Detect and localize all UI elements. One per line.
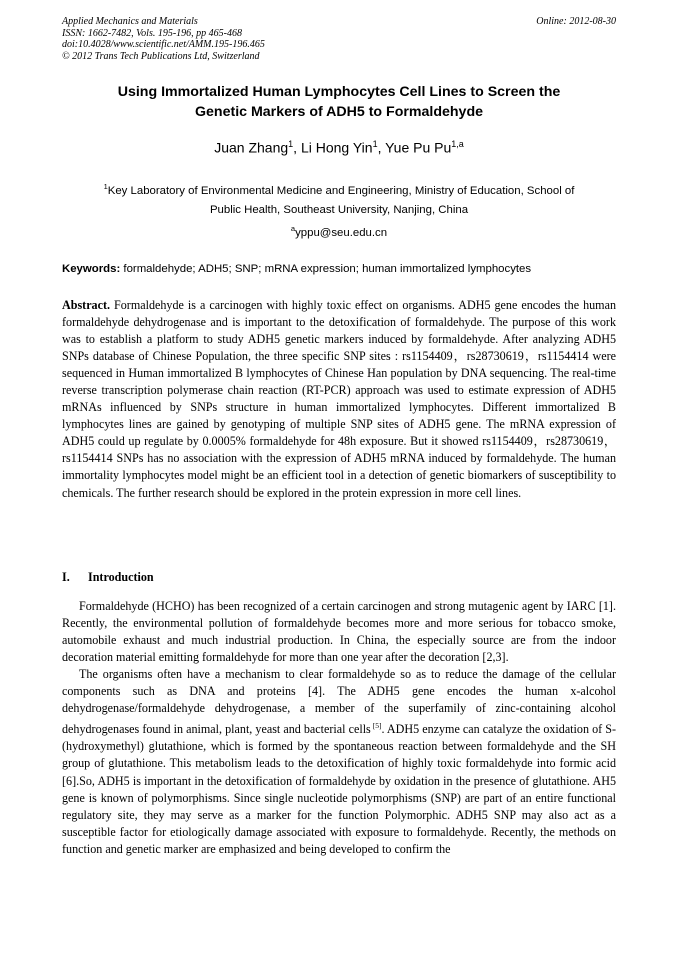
copyright-line: © 2012 Trans Tech Publications Ltd, Switzerland xyxy=(62,50,260,62)
email-address[interactable]: yppu@seu.edu.cn xyxy=(295,226,388,239)
affiliation-marker: 1 xyxy=(103,182,108,191)
author-2: Li Hong Yin xyxy=(300,139,373,156)
author-separator: , xyxy=(293,139,301,156)
affiliation xyxy=(62,177,616,220)
introduction-body xyxy=(62,598,616,858)
intro-paragraph-2-part-b: . ADH5 enzyme can catalyze the oxidation of S-(hydroxymethyl) glutathione, which is formed by the spontaneous reaction between formaldehyde and the SH group of glutathione. This metabolism leads to the detoxification of highly toxic formaldehyde into formic acid [6].So, ADH5 is important in the detoxification of formaldehyde by oxidation in the presence of glutathione. AH5 gene is known of polymorphisms. Since single nucleotide polymorphisms (SNP) are part of an entire functional regulatory site, they may serve as a marker for the function Polymorphic. ADH5 SNP may also act as a susceptible factor for etiologically damage associated with exposure to formaldehyde. Recently, the methods on function and genetic marker are emphasized and being developed to confirm the xyxy=(62,722,616,856)
paper-title xyxy=(62,82,616,122)
author-3: Yue Pu Pu xyxy=(385,139,452,156)
corresponding-email xyxy=(62,221,616,241)
section-heading-introduction xyxy=(62,569,616,585)
keywords xyxy=(62,261,616,277)
abstract-text: Formaldehyde is a carcinogen with highly toxic effect on organisms. ADH5 gene encodes the human formaldehyde dehydrogenase and is important to the detoxification of formaldehyde. The purpose of this work was to establish a platform to study ADH5 genetic markers induced by formaldehyde. After analyzing ADH5 SNPs database of Chinese Population, the three specific SNP sites : rs1154409，rs28730619，rs1154414 were sequenced in Human immortalized B lymphocytes of Chinese Han population by DNA sequencing. The real-time reverse transcription polymerase chain reaction (RT-PCR) approach was used to estimate expression of ADH5 mRNAs influenced by SNPs structure in human immortalized lymphocytes. Different immortalized B lymphocytes lines are gained by genotyping of multiple SNP sites of ADH5 gene. The mRNA expression of ADH5 could up regulate by 0.0005% formaldehyde for 48h exposure. But it showed rs1154409，rs28730619，rs1154414 SNPs has no association with the expression of ADH5 mRNA induced by formaldehyde. The human immortality lymphocytes model might be an efficient tool in a detection of genetic biomarkers of susceptibility to chemicals. The further research should be explored in the protein expression in more cell lines. xyxy=(62,298,616,500)
author-2-affil: 1 xyxy=(372,139,378,149)
title-line-2: Genetic Markers of ADH5 to Formaldehyde xyxy=(194,104,484,120)
doi-line: doi:10.4028/www.scientific.net/AMM.195-196.465 xyxy=(62,39,265,50)
abstract-label: Abstract. xyxy=(62,298,111,312)
author-list xyxy=(62,135,616,157)
author-3-affil: 1,a xyxy=(451,139,464,149)
author-1-affil: 1 xyxy=(288,139,294,149)
issn-line: ISSN: 1662-7482, Vols. 195-196, pp 465-468 xyxy=(62,27,242,39)
author-1: Juan Zhang xyxy=(214,139,289,156)
section-title: Introduction xyxy=(88,570,154,584)
online-date: Online: 2012-08-30 xyxy=(536,16,616,27)
affiliation-line-2: Public Health, Southeast University, Nanjing, China xyxy=(209,203,469,216)
citation-ref: [5] xyxy=(370,721,382,731)
intro-paragraph-2 xyxy=(62,666,616,858)
intro-paragraph-1: Formaldehyde (HCHO) has been recognized of a certain carcinogen and strong mutagenic agent by IARC [1]. Recently, the environmental pollution of formaldehyde becomes more and more serious for tobacco smoke, automobile exhaust and much industrial production. In China, the especially source are from the indoor decoration material emitting formaldehyde for more than one year after the decoration [2,3]. xyxy=(62,599,616,665)
author-separator: , xyxy=(377,139,386,156)
affiliation-line-1: Key Laboratory of Environmental Medicine and Engineering, Ministry of Education, School of xyxy=(107,184,575,197)
journal-name: Applied Mechanics and Materials xyxy=(62,16,198,27)
keywords-text: formaldehyde; ADH5; SNP; mRNA expression; human immortalized lymphocytes xyxy=(120,263,532,275)
section-number: I. xyxy=(62,570,70,584)
keywords-label: Keywords: xyxy=(62,263,121,275)
journal-header xyxy=(62,16,616,62)
title-line-1: Using Immortalized Human Lymphocytes Cell Lines to Screen the xyxy=(117,84,561,100)
abstract xyxy=(62,297,616,502)
intro-paragraph-2-part-a: The organisms often have a mechanism to clear formaldehyde so as to reduce the damage of the cellular components such as DNA and proteins [4]. The ADH5 gene encodes the human x-alcohol dehydrogenase/formaldehyde dehydrogenase, a member of the superfamily of zinc-containing alcohol dehydrogenases found in animal, plant, yeast and bacterial cells xyxy=(62,667,616,737)
email-marker: a xyxy=(290,224,296,233)
